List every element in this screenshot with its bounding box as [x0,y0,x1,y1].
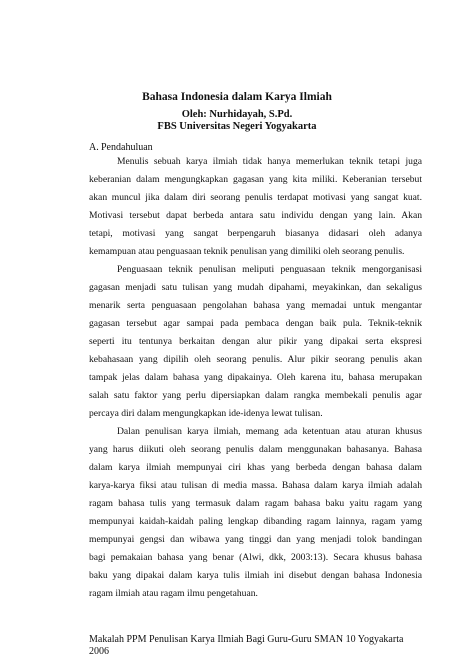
section-number: A. [89,142,99,153]
body-line: akan muncul jika dalam diri seorang penulis terdapat motivasi yang sangat kuat. [89,192,422,203]
section-title: Pendahuluan [101,142,153,153]
section-heading [89,142,153,154]
document-title: Bahasa Indonesia dalam Karya Ilmiah [142,91,332,103]
body-line: kemampuan atau penguasaan teknik penulisan yang dimiliki oleh seorang penulis. [89,246,405,257]
document-institution: FBS Universitas Negeri Yogyakarta [157,121,317,132]
body-line: gagasan menjadi satu tulisan yang mudah dipahami, meyakinkan, dan sekaligus [89,282,422,293]
document-author: Oleh: Nurhidayah, S.Pd. [181,109,293,120]
footer-text: Makalah PPM Penulisan Karya Ilmiah Bagi Guru-Guru SMAN 10 Yogyakarta [89,634,404,645]
body-line: gagasan tersebut agar sampai pada pembaca dengan baik pula. Teknik-teknik [89,318,422,329]
body-line: tetapi, motivasi yang sangat berpengaruh biasanya didasari oleh adanya [89,228,422,239]
body-line: Penguasaan teknik penulisan meliputi penguasaan teknik mengorganisasi [117,264,422,275]
body-line: menarik serta penguasaan pengolahan bahasa yang memadai untuk mengantar [89,300,422,311]
body-line: karya-karya fiksi atau tulisan di media massa. Bahasa dalam karya ilmiah adalah [89,480,422,491]
body-line: percaya diri dalam mengungkapkan ide-idenya lewat tulisan. [89,408,323,419]
body-line: mempunyai kaidah-kaidah paling lengkap dibanding ragam lainnya, ragam yamg [89,516,422,527]
body-line: baku yang dipakai dalam karya tulis ilmiah ini disebut dengan bahasa Indonesia [89,570,422,581]
body-line: kebahasaan yang dipilih oleh seorang penulis. Alur pikir seorang penulis akan [89,354,422,365]
body-line: mempunyai gengsi dan wibawa yang tinggi dan yang menjadi tolok bandingan [89,534,422,545]
body-line: bagi pemakaian bahasa yang benar (Alwi, dkk, 2003:13). Secara khusus bahasa [89,552,422,563]
body-line: salah satu faktor yang perlu dipersiapkan dalam rangka membekali penulis agar [89,390,422,401]
body-line: keberanian dalam mengungkapkan gagasan yang kita miliki. Keberanian tersebut [89,174,422,185]
body-line: dalam karya ilmiah mempunyai ciri khas yang berbeda dengan bahasa dalam [89,462,422,473]
body-line: Menulis sebuah karya ilmiah tidak hanya memerlukan teknik tetapi juga [117,156,422,167]
footer-year: 2006 [89,646,109,657]
body-line: Dalan penulisan karya ilmiah, memang ada ketentuan atau aturan khusus [117,426,422,437]
body-line: ragam ilmiah atau ragam ilmu pengetahuan. [89,588,258,599]
body-line: seperti itu tentunya berkaitan dengan alur pikir yang dipakai serta ekspresi [89,336,422,347]
body-line: ragam bahasa tulis yang termasuk dalam ragam bahasa baku yaitu ragam yang [89,498,422,509]
body-line: Motivasi tersebut dapat berbeda antara satu individu dengan yang lain. Akan [89,210,422,221]
body-line: yang harus diikuti oleh seorang penulis dalam menggunakan bahasanya. Bahasa [89,444,422,455]
body-line: tampak jelas dalam bahasa yang dipakainya. Oleh karena itu, bahasa merupakan [89,372,422,383]
